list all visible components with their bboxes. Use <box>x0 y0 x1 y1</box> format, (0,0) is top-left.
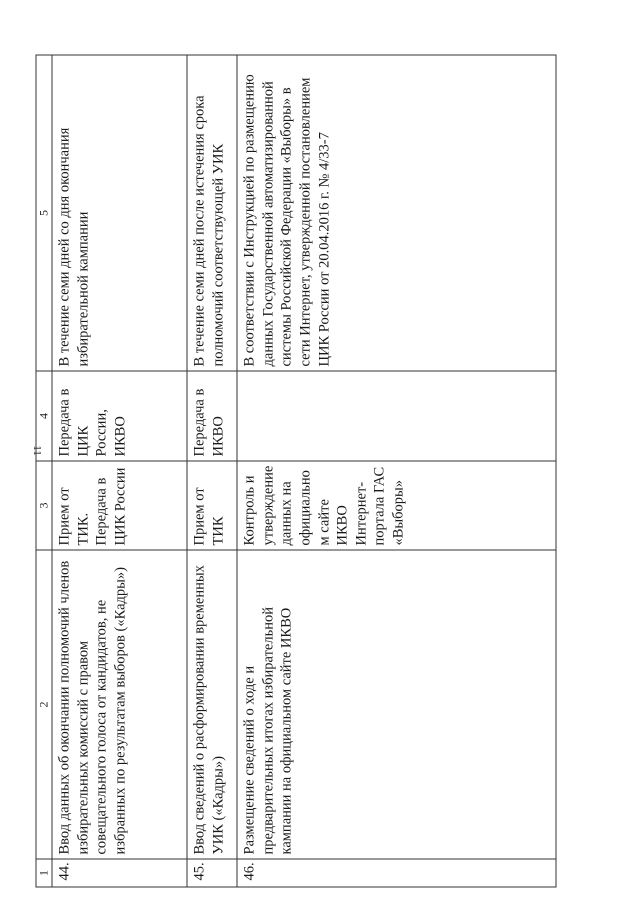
table-row <box>187 55 237 887</box>
header-row <box>36 55 52 887</box>
row-transfer: Передача в ИКВО <box>187 371 237 461</box>
page-number: 11 <box>30 445 43 456</box>
row-number: 44. <box>52 859 187 887</box>
row-description: Ввод сведений о расформировании временных УИК («Кадры») <box>187 550 237 859</box>
table-row <box>237 55 556 887</box>
row-deadline: В соответствии с Инструкцией по размещению данных Государственной автоматизированной системы Российской Федерации «Выборы» в сети Интернет, утвержденной постановлением ЦИК России от 20.04.2016 г. № 4/33-7 <box>237 55 556 371</box>
row-action: Контроль и утверждение данных на официально м сайте ИКВО Интернет-портала ГАС «Выборы» <box>237 461 556 550</box>
row-number: 45. <box>187 859 237 887</box>
row-action: Прием от ТИК <box>187 461 237 550</box>
row-number: 46. <box>237 859 556 887</box>
col-header-3: 3 <box>36 461 52 550</box>
row-deadline: В течение семи дней после истечения срока полномочий соответствующей УИК <box>187 55 237 371</box>
col-header-4: 4 <box>36 371 52 461</box>
row-description: Размещение сведений о ходе и предварительных итогах избирательной кампании на официальном сайте ИКВО <box>237 550 556 859</box>
col-header-1: 1 <box>36 859 52 887</box>
row-transfer: Передача в ЦИК России, ИКВО <box>52 371 187 461</box>
row-deadline: В течение семи дней со дня окончания избирательной кампании <box>52 55 187 371</box>
col-header-2: 2 <box>36 550 52 859</box>
col-header-5: 5 <box>36 55 52 371</box>
row-transfer <box>237 371 556 461</box>
row-action: Прием от ТИК. Передача в ЦИК России <box>52 461 187 550</box>
election-procedures-table <box>36 55 557 888</box>
table-row <box>52 55 187 887</box>
rotated-table-container <box>36 56 557 888</box>
row-description: Ввод данных об окончании полномочий членов избирательных комиссий с правом совещательного голоса от кандидатов, не избранных по результатам выборов («Кадры») <box>52 550 187 859</box>
